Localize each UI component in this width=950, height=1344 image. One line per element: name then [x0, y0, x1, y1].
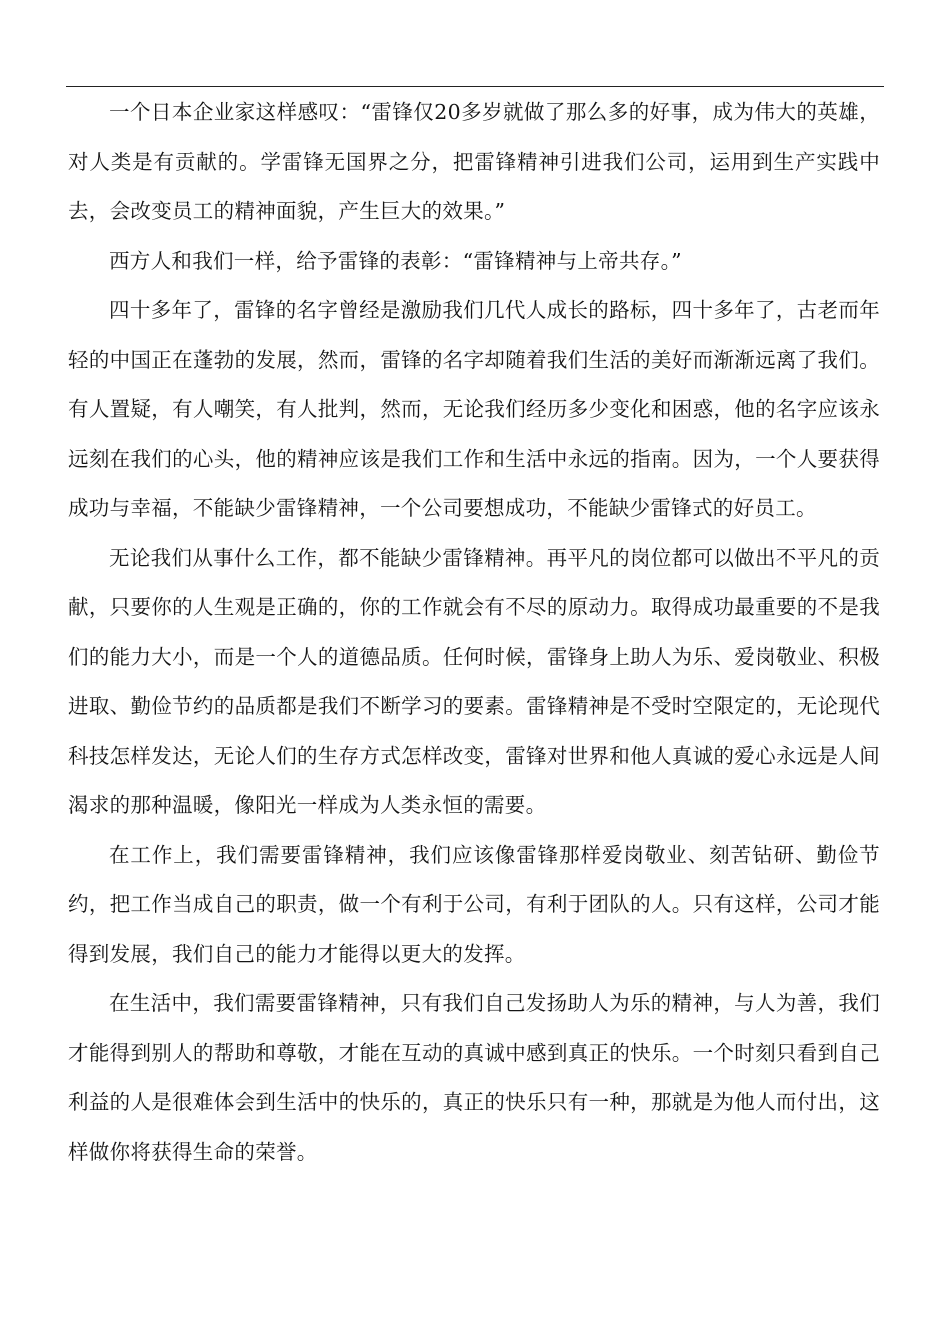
paragraph-japanese-entrepreneur-quote: 一个日本企业家这样感叹：“雷锋仅20多岁就做了那么多的好事，成为伟大的英雄，对人类是有贡献的。学雷锋无国界之分，把雷锋精神引进我们公司，运用到生产实践中去，会改变员工的精神面貌，产生巨大的效果。”: [68, 100, 880, 223]
paragraph-in-life: 在生活中，我们需要雷锋精神，只有我们自己发扬助人为乐的精神，与人为善，我们才能得到别人的帮助和尊敬，才能在互动的真诚中感到真正的快乐。一个时刻只看到自己利益的人是很难体会到生活中的快乐的，真正的快乐只有一种，那就是为他人而付出，这样做你将获得生命的荣誉。: [68, 991, 880, 1164]
paragraph-any-work: 无论我们从事什么工作，都不能缺少雷锋精神。再平凡的岗位都可以做出不平凡的贡献，只要你的人生观是正确的，你的工作就会有不尽的原动力。取得成功最重要的不是我们的能力大小，而是一个人的道德品质。任何时候，雷锋身上助人为乐、爱岗敬业、积极进取、勤俭节约的品质都是我们不断学习的要素。雷锋精神是不受时空限定的，无论现代科技怎样发达，无论人们的生存方式怎样改变，雷锋对世界和他人真诚的爱心永远是人间渴求的那种温暖，像阳光一样成为人类永恒的需要。: [68, 545, 880, 817]
document-body: [68, 88, 880, 1177]
header-rule: [66, 86, 884, 87]
paragraph-at-work: 在工作上，我们需要雷锋精神，我们应该像雷锋那样爱岗敬业、刻苦钻研、勤俭节约，把工作当成自己的职责，做一个有利于公司，有利于团队的人。只有这样，公司才能得到发展，我们自己的能力才能得以更大的发挥。: [68, 842, 880, 966]
paragraph-western-praise: 西方人和我们一样，给予雷锋的表彰：“雷锋精神与上帝共存。”: [109, 248, 682, 273]
paragraph-forty-years: 四十多年了，雷锋的名字曾经是激励我们几代人成长的路标，四十多年了，古老而年轻的中国正在蓬勃的发展，然而，雷锋的名字却随着我们生活的美好而渐渐远离了我们。有人置疑，有人嘲笑，有人批判，然而，无论我们经历多少变化和困惑，他的名字应该永远刻在我们的心头，他的精神应该是我们工作和生活中永远的指南。因为，一个人要获得成功与幸福，不能缺少雷锋精神，一个公司要想成功，不能缺少雷锋式的好员工。: [68, 298, 880, 520]
